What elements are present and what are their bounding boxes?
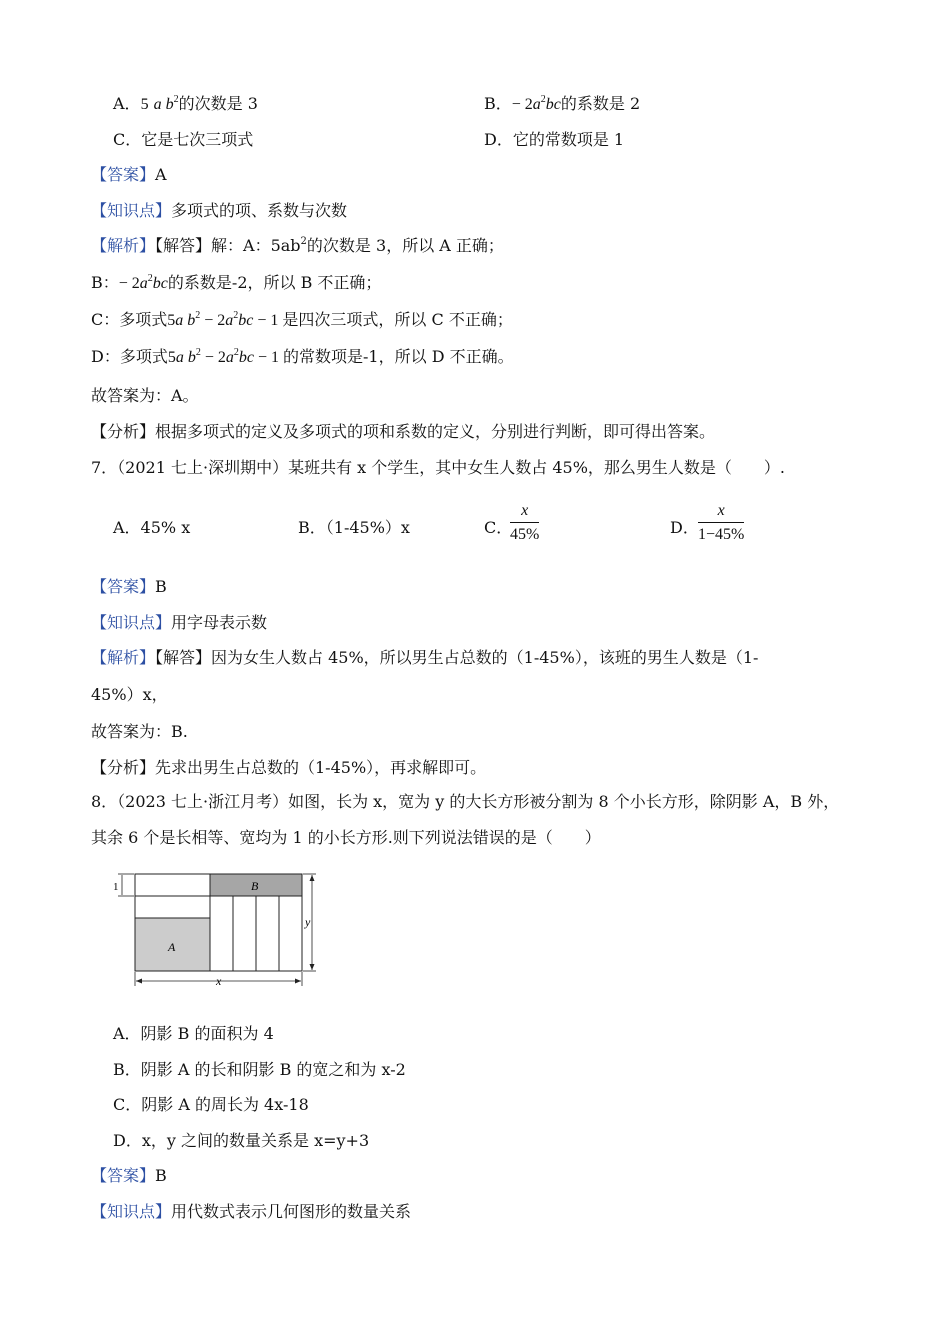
q7-fenxi: 【分析】先求出男生占总数的（1-45%），再求解即可。 [91, 758, 487, 777]
q7-option-c-fraction: $\frac{x}{45\%}$ [510, 502, 540, 543]
q6-knowledge: 【知识点】多项式的项、系数与次数 [91, 201, 348, 220]
q8-stem-line-2: 其余 6 个是长相等、宽均为 1 的小长方形.则下列说法错误的是（ ） [91, 828, 601, 847]
q6-option-d: D．它的常数项是 1 [484, 130, 625, 149]
q8-knowledge: 【知识点】用代数式表示几何图形的数量关系 [91, 1202, 412, 1221]
q6-option-c: C．它是七次三项式 [113, 130, 254, 149]
q6-analysis-line-3: C：多项式5a $b^2 - 2a^2bc - 1$ 是四次三项式，所以 C 不正确； [91, 310, 513, 329]
q6-analysis-line-1: 【解析】【解答】解：A：$5ab^2$的次数是 3，所以 A 正确； [91, 236, 504, 255]
q8-figure [110, 868, 330, 993]
q7-analysis-line-2: 45%）x， [91, 685, 168, 704]
q6-conclusion: 故答案为：A。 [91, 386, 199, 405]
q7-analysis-line-1: 【解析】【解答】因为女生人数占 45%，所以男生占总数的（1-45%），该班的男生人数是（1- [91, 648, 759, 667]
q7-answer: 【答案】B [91, 577, 167, 596]
q7-conclusion: 故答案为：B. [91, 722, 188, 741]
q7-option-b: B．（1-45%）x [298, 518, 410, 537]
q8-answer: 【答案】B [91, 1166, 167, 1185]
q6-option-b: B．− $2a^2bc$的系数是 2 [484, 94, 641, 113]
q8-fig-one: 1 [113, 881, 119, 893]
q8-option-a: A．阴影 B 的面积为 4 [113, 1024, 274, 1043]
q8-fig-b: B [251, 879, 259, 893]
q8-fig-y: y [305, 915, 311, 929]
q7-option-c-label: C． [484, 518, 513, 537]
q7-option-d-label: D． [670, 518, 699, 537]
q8-stem-line-1: 8．（2023 七上·浙江月考）如图，长为 x，宽为 y 的大长方形被分割为 8 个小长方形，除阴影 A，B 外， [91, 792, 840, 811]
q7-option-d-fraction: $\frac{x}{1-45\%}$ [698, 502, 745, 543]
q6-option-a: A．5 a $b^2$的次数是 3 [113, 94, 258, 113]
q6-analysis-line-2: B：− $2a^2bc$的系数是-2，所以 B 不正确； [91, 273, 382, 292]
q6-analysis-line-4: D：多项式5a $b^2 - 2a^2bc - 1$ 的常数项是-1，所以 D 不正确。 [91, 347, 514, 366]
q7-stem: 7．（2021 七上·深圳期中）某班共有 x 个学生，其中女生人数占 45%，那么男生人数是（ ）. [91, 458, 786, 477]
q7-knowledge: 【知识点】用字母表示数 [91, 613, 268, 632]
q8-option-c: C．阴影 A 的周长为 4x-18 [113, 1095, 309, 1114]
q8-option-b: B．阴影 A 的长和阴影 B 的宽之和为 x-2 [113, 1060, 406, 1079]
q6-fenxi: 【分析】根据多项式的定义及多项式的项和系数的定义，分别进行判断，即可得出答案。 [91, 422, 716, 441]
q6-answer: 【答案】A [91, 165, 167, 184]
q8-option-d: D．x，y 之间的数量关系是 x=y+3 [113, 1131, 370, 1150]
q8-fig-a: A [168, 940, 176, 954]
q8-fig-x: x [216, 974, 222, 988]
q7-option-a: A．45% x [113, 518, 191, 537]
